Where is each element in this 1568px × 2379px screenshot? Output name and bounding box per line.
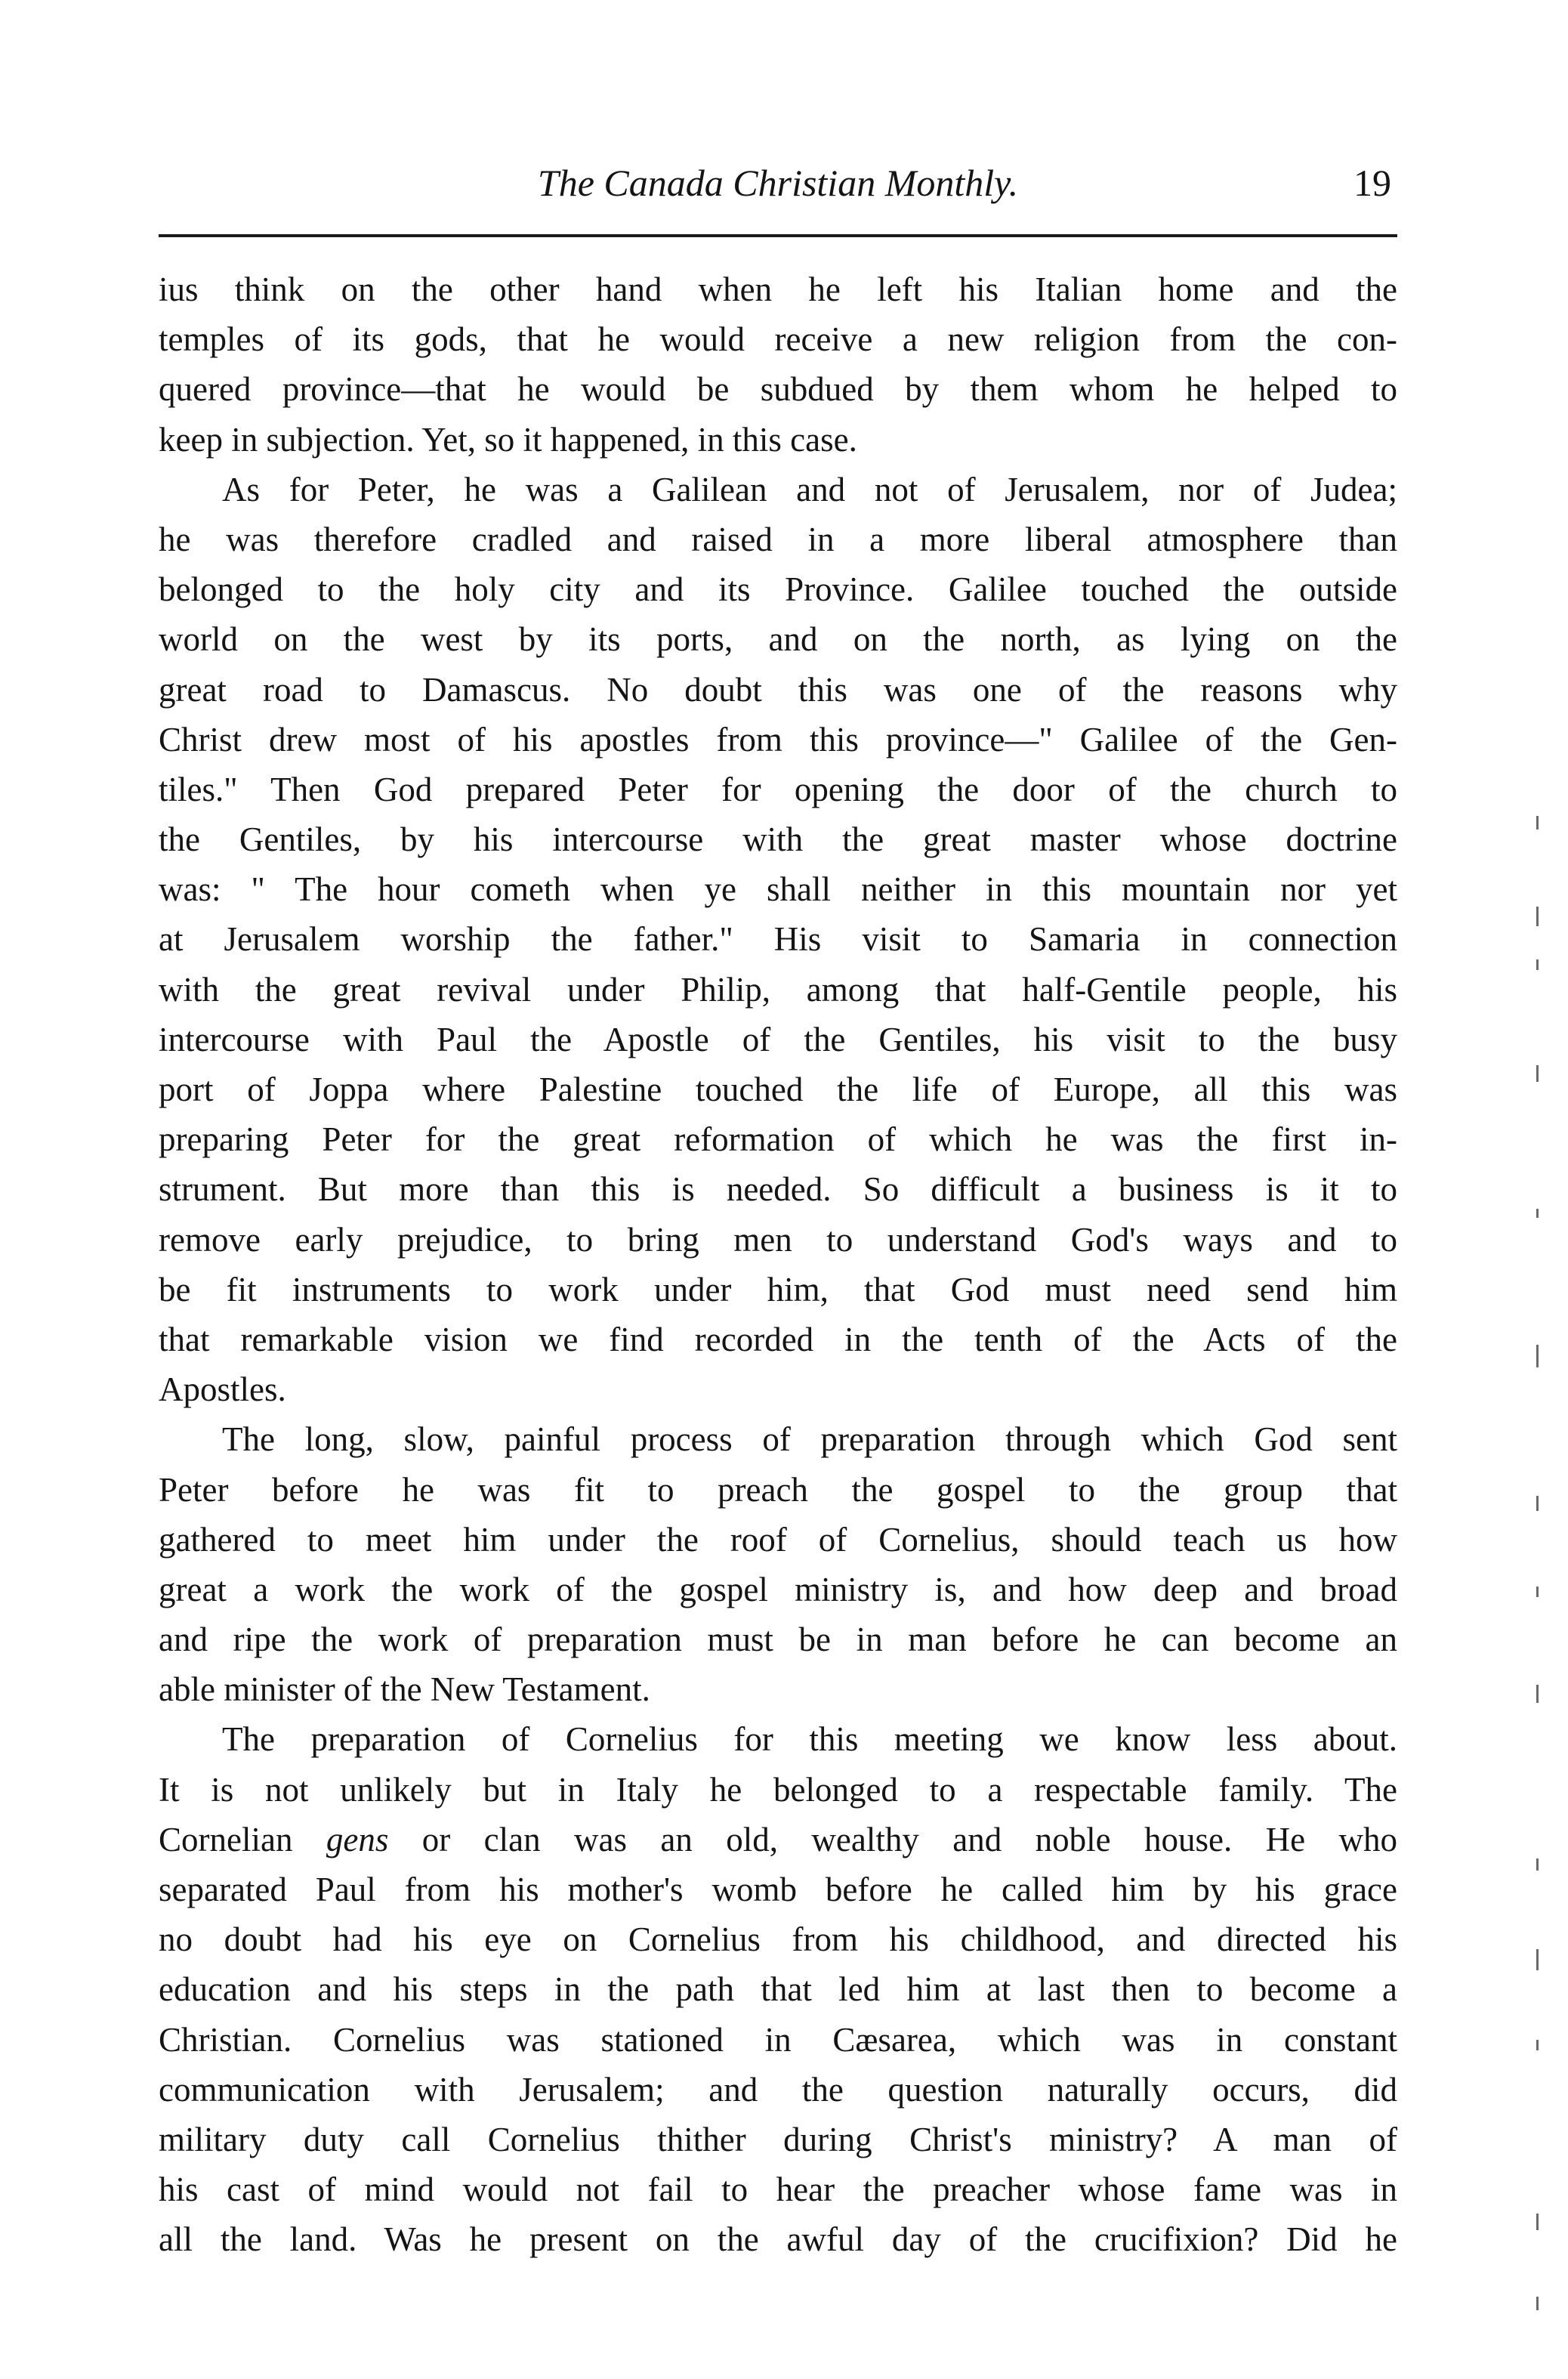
text-line: Peter before he was fit to preach the gospel to the group that [159, 1470, 1397, 1509]
scan-speck [1536, 1496, 1539, 1511]
text-line: belonged to the holy city and its Province. Galilee touched the outside [159, 570, 1397, 609]
scan-speck [1536, 2040, 1539, 2050]
paragraph-start-line: As for Peter, he was a Galilean and not of Jerusalem, nor of Judea; [222, 470, 1397, 508]
scan-speck [1536, 959, 1539, 970]
scan-speck [1536, 1685, 1539, 1703]
text-line: port of Joppa where Palestine touched the life of Europe, all this was [159, 1071, 1397, 1108]
text-line: that remarkable vision we find recorded in the tenth of the Acts of the [159, 1320, 1397, 1358]
scan-speck [1536, 1209, 1539, 1218]
text-line: at Jerusalem worship the father." His visit to Samaria in connection [159, 920, 1397, 959]
text-line: strument. But more than this is needed. So difficult a business is it to [159, 1170, 1397, 1209]
text-line: able minister of the New Testament. [159, 1670, 650, 1709]
scan-speck [1536, 2214, 1539, 2230]
text-line: gathered to meet him under the roof of Cornelius, should teach us how [159, 1520, 1397, 1559]
running-head [159, 145, 1397, 205]
text-line: keep in subjection. Yet, so it happened, in this case. [159, 420, 857, 459]
text-line: his cast of mind would not fail to hear the preacher whose fame was in [159, 2170, 1397, 2209]
scan-speck [1536, 816, 1539, 830]
text-line: Christian. Cornelius was stationed in Cæsarea, which was in constant [159, 2020, 1397, 2059]
text-line: communication with Jerusalem; and the question naturally occurs, did [159, 2070, 1397, 2109]
text-line: tiles." Then God prepared Peter for opening the door of the church to [159, 770, 1397, 808]
text-segment: or clan was an old, wealthy and noble house. He who [421, 1820, 1398, 1858]
scan-speck [1536, 907, 1539, 926]
italic-term: gens [326, 1820, 389, 1858]
text-line: he was therefore cradled and raised in a more liberal atmosphere than [159, 520, 1397, 558]
header-rule [159, 234, 1397, 237]
text-line: ius think on the other hand when he left his Italian home and the [159, 270, 1397, 308]
text-line: great a work the work of the gospel ministry is, and how deep and broad [159, 1570, 1397, 1608]
text-line: education and his steps in the path that led him at last then to become a [159, 1970, 1397, 2009]
text-line: was: " The hour cometh when ye shall neither in this mountain nor yet [159, 870, 1397, 909]
text-line: and ripe the work of preparation must be in man before he can become an [159, 1621, 1397, 1659]
text-line: preparing Peter for the great reformation of which he was the first in- [159, 1120, 1397, 1159]
text-line: all the land. Was he present on the awful day of the crucifixion? Did he [159, 2220, 1397, 2259]
text-line: temples of its gods, that he would receive a new religion from the con- [159, 320, 1397, 359]
text-line: intercourse with Paul the Apostle of the Gentiles, his visit to the busy [159, 1020, 1397, 1058]
text-line: no doubt had his eye on Cornelius from his childhood, and directed his [159, 1920, 1397, 1959]
scan-speck [1536, 1345, 1539, 1367]
scan-speck [1536, 1858, 1539, 1871]
text-line: Apostles. [159, 1370, 286, 1409]
paragraph-start-line: The preparation of Cornelius for this meeting we know less about. [222, 1720, 1397, 1759]
text-line: with the great revival under Philip, among that half-Gentile people, his [159, 970, 1397, 1009]
text-line: quered province—that he would be subdued by them whom he helped to [159, 370, 1397, 409]
text-line: Christ drew most of his apostles from this province—" Galilee of the Gen- [159, 720, 1397, 758]
text-line: world on the west by its ports, and on the north, as lying on the [159, 620, 1397, 659]
scan-speck [1536, 1949, 1539, 1970]
paragraph-start-line: The long, slow, painful process of preparation through which God sent [222, 1420, 1397, 1459]
text-line: separated Paul from his mother's womb before he called him by his grace [159, 1871, 1397, 1908]
body-text [159, 264, 1397, 2265]
text-line: be fit instruments to work under him, that God must need send him [159, 1270, 1397, 1308]
page-number: 19 [1353, 162, 1391, 204]
scan-margin-specks [1533, 816, 1544, 2327]
text-line [159, 1815, 1397, 1865]
text-line: It is not unlikely but in Italy he belonged to a respectable family. The [159, 1770, 1397, 1809]
text-segment: Cornelian [159, 1820, 293, 1858]
scan-speck [1536, 1065, 1539, 1082]
running-title: The Canada Christian Monthly. [537, 162, 1019, 204]
text-line: military duty call Cornelius thither during Christ's ministry? A man of [159, 2120, 1397, 2158]
text-line: remove early prejudice, to bring men to understand God's ways and to [159, 1220, 1397, 1259]
text-line: the Gentiles, by his intercourse with the great master whose doctrine [159, 820, 1397, 859]
text-line: great road to Damascus. No doubt this was one of the reasons why [159, 670, 1397, 709]
scan-speck [1536, 1587, 1539, 1597]
scan-speck [1536, 2297, 1539, 2310]
